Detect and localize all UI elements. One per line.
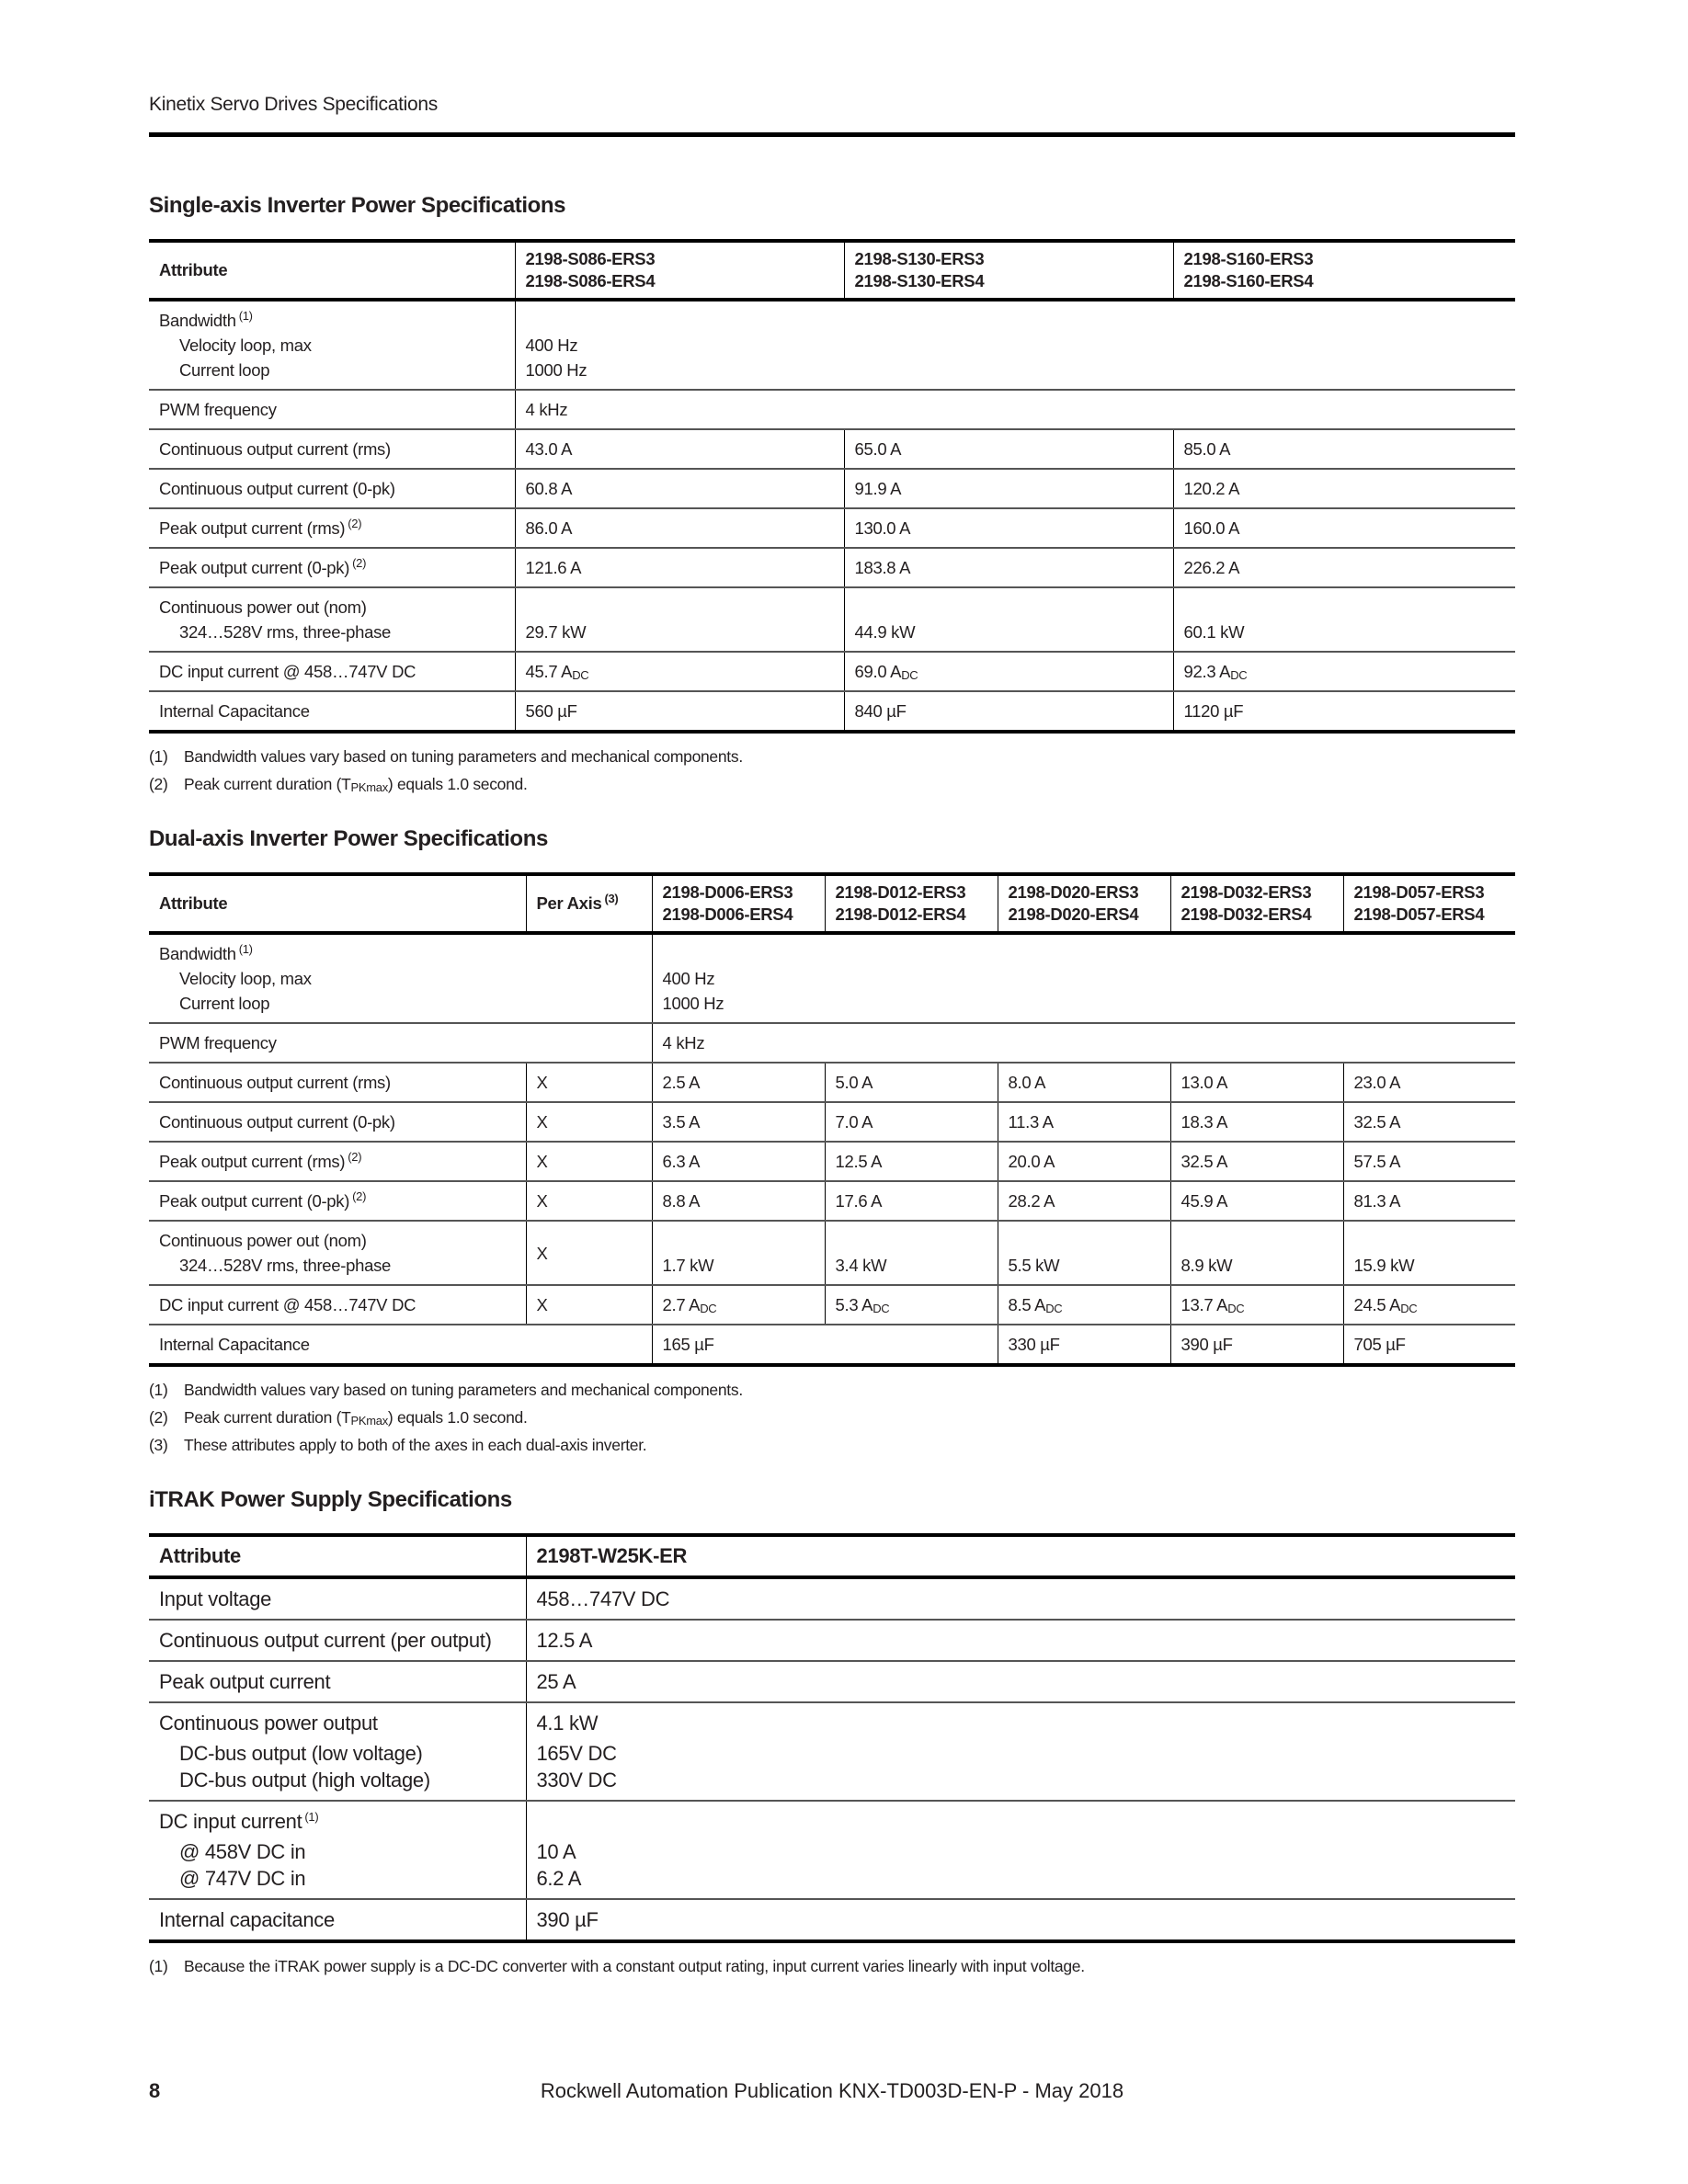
table-cell: 12.5 A — [526, 1620, 1515, 1661]
row-label: Input voltage — [159, 1587, 272, 1610]
single-axis-table — [149, 239, 1515, 734]
table-row — [149, 1325, 1515, 1365]
row-label: Continuous output current (0-pk) — [149, 469, 515, 508]
table-cell: 1.7 kW — [652, 1221, 825, 1285]
table-cell: 4.1 kW 165V DC 330V DC — [526, 1702, 1515, 1801]
row-label: Continuous power out (nom) 324…528V rms, three-phase — [149, 587, 515, 652]
column-header: 2198-D020-ERS3 2198-D020-ERS4 — [998, 874, 1170, 933]
column-header: 2198T-W25K-ER — [526, 1535, 1515, 1577]
row-label: Peak output current — [149, 1661, 526, 1702]
table-cell: 13.7 $A_{DC}$ — [1170, 1285, 1343, 1325]
table-cell: 81.3 A — [1343, 1181, 1515, 1221]
table-cell: 57.5 A — [1343, 1142, 1515, 1181]
table-cell: 120.2 A — [1173, 469, 1515, 508]
table-row — [149, 1102, 1515, 1142]
row-label: Continuous power output DC-bus output (low voltage) DC-bus output (high voltage) — [149, 1702, 526, 1801]
running-header: Kinetix Servo Drives Specifications — [149, 94, 438, 115]
table-cell: 458…747V DC — [526, 1577, 1515, 1620]
header-rule — [149, 132, 1515, 137]
table-cell: 7.0 A — [825, 1102, 998, 1142]
table-row — [149, 1801, 1515, 1899]
dual-axis-section — [149, 826, 1515, 1459]
table-cell: 400 Hz 1000 Hz — [515, 300, 1515, 390]
table-cell: 130.0 A — [844, 508, 1173, 548]
row-label: Bandwidth $^{(1)}$ Velocity loop, max Current loop — [159, 942, 312, 1013]
table-cell: 13.0 A — [1170, 1063, 1343, 1102]
table-row — [149, 300, 1515, 390]
table-header-row — [149, 874, 1515, 933]
column-header: 2198-D057-ERS3 2198-D057-ERS4 — [1343, 874, 1515, 933]
table-cell: 12.5 A — [825, 1142, 998, 1181]
table-cell: 45.9 A — [1170, 1181, 1343, 1221]
dual-axis-table — [149, 872, 1515, 1367]
table-row — [149, 691, 1515, 732]
table-cell: 65.0 A — [844, 429, 1173, 469]
row-label: DC input current $^{(1)}$ @ 458V DC in @ 747V DC in — [149, 1801, 526, 1899]
table-row — [149, 652, 1515, 691]
table-row — [149, 390, 1515, 429]
column-header: 2198-D012-ERS3 2198-D012-ERS4 — [825, 874, 998, 933]
table-header-row — [149, 1535, 1515, 1577]
table-row — [149, 1142, 1515, 1181]
table-cell: 15.9 kW — [1343, 1221, 1515, 1285]
table-row — [149, 1661, 1515, 1702]
table-cell: 5.3 $A_{DC}$ — [825, 1285, 998, 1325]
column-header: Attribute — [149, 1535, 526, 1577]
table-row — [149, 429, 1515, 469]
table-header-row — [149, 241, 1515, 300]
row-label: Internal capacitance — [149, 1899, 526, 1941]
column-header: 2198-S086-ERS3 2198-S086-ERS4 — [515, 241, 844, 300]
table-cell: 2.5 A — [652, 1063, 825, 1102]
column-header: Per Axis $^{(3)}$ — [526, 874, 652, 933]
table-cell: 2.7 $A_{DC}$ — [652, 1285, 825, 1325]
table-cell: 3.4 kW — [825, 1221, 998, 1285]
table-cell: 45.7 $A_{DC}$ — [515, 652, 844, 691]
table-cell: 29.7 kW — [515, 587, 844, 652]
table-cell: 3.5 A — [652, 1102, 825, 1142]
publication-info: Rockwell Automation Publication KNX-TD003D-EN-P - May 2018 — [540, 2079, 1124, 2102]
table-cell: 86.0 A — [515, 508, 844, 548]
table-cell: 121.6 A — [515, 548, 844, 587]
table-cell: 11.3 A — [998, 1102, 1170, 1142]
row-label: Continuous power out (nom) 324…528V rms, three-phase — [149, 1221, 526, 1285]
footnote: (2) Peak current duration $(T_{PKmax})$ equals 1.0 second. — [149, 1408, 528, 1428]
table-cell: 43.0 A — [515, 429, 844, 469]
table-cell: 390 µF — [1170, 1325, 1343, 1365]
page-number: 8 — [149, 2079, 161, 2102]
table-cell: 10 A 6.2 A — [526, 1801, 1515, 1899]
table-cell: 390 µF — [526, 1899, 1515, 1941]
row-label: Internal Capacitance — [149, 691, 515, 732]
footnote: (1) Because the iTRAK power supply is a DC-DC converter with a constant output rating, input current varies linearly with input voltage. — [149, 1957, 1085, 1975]
table-cell: 60.1 kW — [1173, 587, 1515, 652]
table-row — [149, 1899, 1515, 1941]
table-cell: 44.9 kW — [844, 587, 1173, 652]
column-header: Attribute — [149, 874, 526, 933]
row-label: Continuous output current (rms) — [149, 1063, 526, 1102]
table-cell: 60.8 A — [515, 469, 844, 508]
table-cell: 160.0 A — [1173, 508, 1515, 548]
table-row — [149, 1285, 1515, 1325]
single-axis-section — [149, 193, 1515, 798]
section-title: iTRAK Power Supply Specifications — [149, 1487, 512, 1512]
row-label: DC input current @ 458…747V DC — [149, 652, 515, 691]
table-cell: 1120 µF — [1173, 691, 1515, 732]
row-label: Peak output current (0-pk) $^{(2)}$ — [149, 548, 515, 587]
table-cell: 23.0 A — [1343, 1063, 1515, 1102]
table-cell: 8.5 $A_{DC}$ — [998, 1285, 1170, 1325]
table-cell: 226.2 A — [1173, 548, 1515, 587]
footnotes — [149, 1376, 1515, 1459]
column-header: 2198-S130-ERS3 2198-S130-ERS4 — [844, 241, 1173, 300]
itrak-section — [149, 1487, 1515, 1980]
row-label: Continuous output current (0-pk) — [149, 1102, 526, 1142]
section-title: Dual-axis Inverter Power Specifications — [149, 826, 548, 851]
column-header: Attribute — [149, 241, 515, 300]
table-cell: 24.5 $A_{DC}$ — [1343, 1285, 1515, 1325]
table-cell: 5.5 kW — [998, 1221, 1170, 1285]
table-row — [149, 587, 1515, 652]
footnote: (3) These attributes apply to both of the axes in each dual-axis inverter. — [149, 1436, 647, 1454]
table-row — [149, 1181, 1515, 1221]
row-label: Continuous output current (rms) — [149, 429, 515, 469]
table-cell: 8.8 A — [652, 1181, 825, 1221]
table-cell: 5.0 A — [825, 1063, 998, 1102]
row-label: Bandwidth $^{(1)}$ Velocity loop, max Current loop — [159, 309, 312, 380]
table-cell: 20.0 A — [998, 1142, 1170, 1181]
table-row — [149, 1063, 1515, 1102]
table-row — [149, 1702, 1515, 1801]
table-row — [149, 1023, 1515, 1063]
footnotes — [149, 743, 1515, 798]
table-cell: 92.3 $A_{DC}$ — [1173, 652, 1515, 691]
table-cell: 4 kHz — [652, 1023, 1515, 1063]
column-header: 2198-D032-ERS3 2198-D032-ERS4 — [1170, 874, 1343, 933]
table-row — [149, 1221, 1515, 1285]
table-cell: 69.0 $A_{DC}$ — [844, 652, 1173, 691]
table-cell: 32.5 A — [1343, 1102, 1515, 1142]
footnote: (1) Bandwidth values vary based on tuning parameters and mechanical components. — [149, 1381, 743, 1399]
per-axis-cell: X — [526, 1063, 652, 1102]
table-row — [149, 508, 1515, 548]
per-axis-cell: X — [526, 1181, 652, 1221]
table-row — [149, 1620, 1515, 1661]
itrak-table — [149, 1533, 1515, 1943]
table-cell: 28.2 A — [998, 1181, 1170, 1221]
per-axis-cell: X — [526, 1221, 652, 1285]
section-title: Single-axis Inverter Power Specifications — [149, 193, 566, 218]
row-label: Continuous output current (per output) — [149, 1620, 526, 1661]
table-cell: 400 Hz 1000 Hz — [652, 933, 1515, 1023]
per-axis-cell: X — [526, 1102, 652, 1142]
row-label: PWM frequency — [149, 1023, 652, 1063]
table-cell: 25 A — [526, 1661, 1515, 1702]
table-cell: 330 µF — [998, 1325, 1170, 1365]
table-cell: 840 µF — [844, 691, 1173, 732]
row-label: DC input current @ 458…747V DC — [149, 1285, 526, 1325]
table-cell: 6.3 A — [652, 1142, 825, 1181]
table-row — [149, 548, 1515, 587]
per-axis-cell: X — [526, 1285, 652, 1325]
footnote: (1) Bandwidth values vary based on tuning parameters and mechanical components. — [149, 747, 743, 766]
table-cell: 560 µF — [515, 691, 844, 732]
column-header: 2198-S160-ERS3 2198-S160-ERS4 — [1173, 241, 1515, 300]
table-cell: 183.8 A — [844, 548, 1173, 587]
row-label: Internal Capacitance — [149, 1325, 652, 1365]
table-row — [149, 933, 1515, 1023]
per-axis-cell: X — [526, 1142, 652, 1181]
table-cell: 91.9 A — [844, 469, 1173, 508]
row-label: Peak output current (0-pk) $^{(2)}$ — [149, 1181, 526, 1221]
table-row — [149, 469, 1515, 508]
column-header: 2198-D006-ERS3 2198-D006-ERS4 — [652, 874, 825, 933]
table-cell: 165 µF — [652, 1325, 998, 1365]
table-cell: 8.9 kW — [1170, 1221, 1343, 1285]
table-cell: 32.5 A — [1170, 1142, 1343, 1181]
table-cell: 705 µF — [1343, 1325, 1515, 1365]
row-label: Peak output current (rms) $^{(2)}$ — [149, 508, 515, 548]
table-cell: 8.0 A — [998, 1063, 1170, 1102]
table-cell: 85.0 A — [1173, 429, 1515, 469]
table-row — [149, 1577, 1515, 1620]
table-cell: 17.6 A — [825, 1181, 998, 1221]
footnotes — [149, 1952, 1515, 1980]
table-cell: 4 kHz — [515, 390, 1515, 429]
row-label: PWM frequency — [149, 390, 515, 429]
footnote: (2) Peak current duration $(T_{PKmax})$ equals 1.0 second. — [149, 775, 528, 794]
row-label: Peak output current (rms) $^{(2)}$ — [149, 1142, 526, 1181]
table-cell: 18.3 A — [1170, 1102, 1343, 1142]
